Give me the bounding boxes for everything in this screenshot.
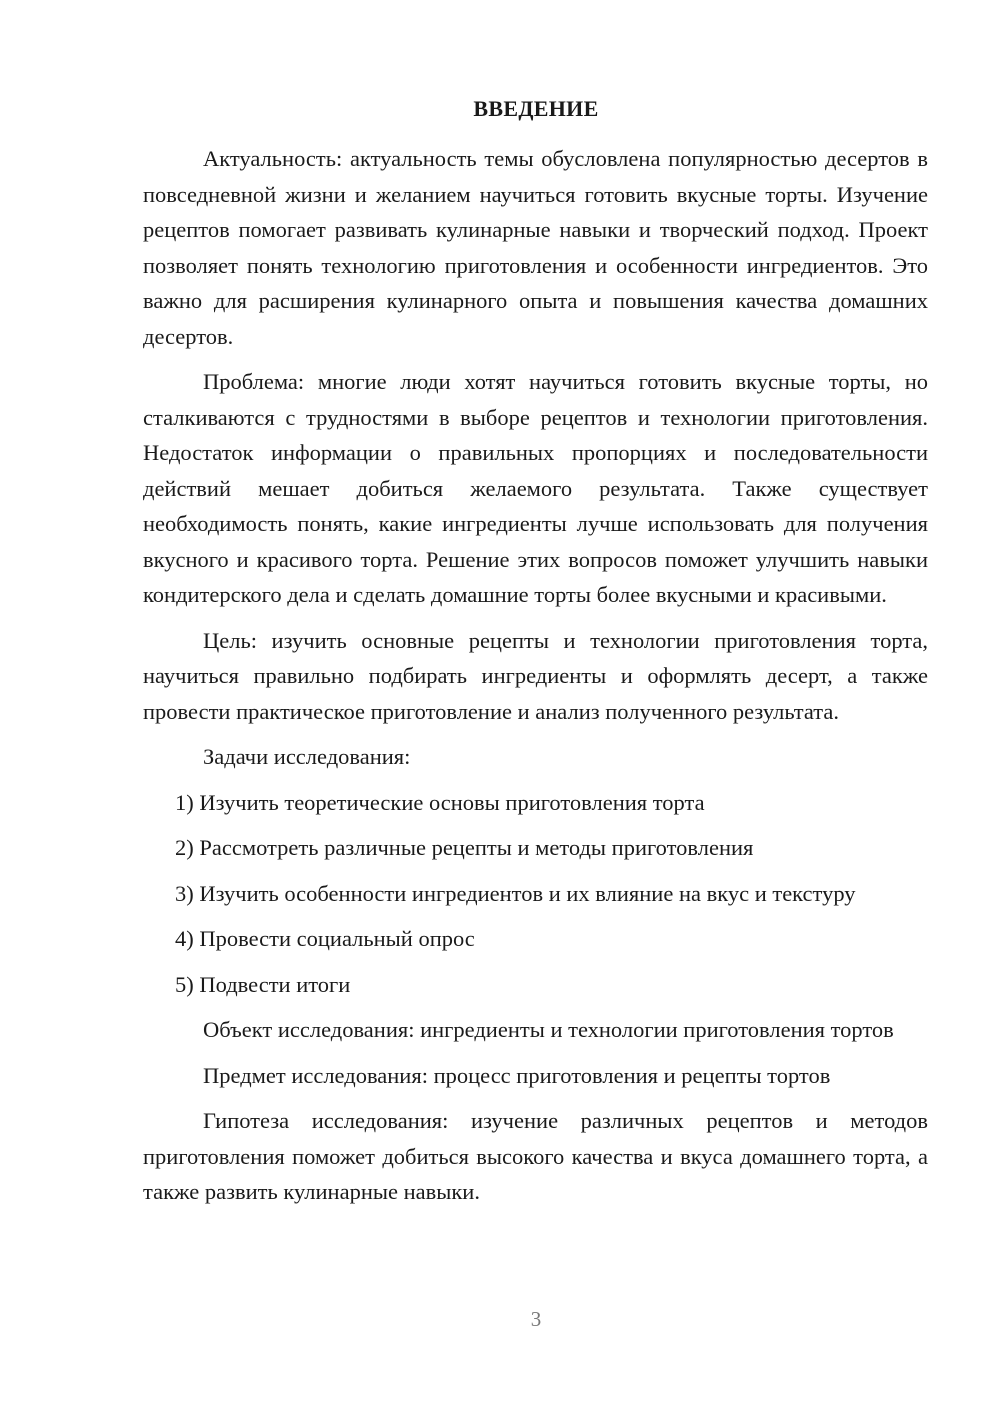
list-item: 1) Изучить теоретические основы приготовления торта: [175, 789, 705, 815]
list-item: 2) Рассмотреть различные рецепты и методы приготовления: [175, 835, 754, 860]
tasks-heading: Задачи исследования:: [203, 744, 411, 769]
list-item: 3) Изучить особенности ингредиентов и их влияние на вкус и текстуру: [175, 880, 856, 906]
paragraph-relevance: Актуальность: актуальность темы обусловлена популярностью десертов в повседневной жизни и желанием научиться готовить вкусные торты. Изучение рецептов помогает развивать кулинарные навыки и творческий подход. Проект позволяет понять технологию приготовления и особенности ингредиентов. Это важно для расширения кулинарного опыта и повышения качества домашних десертов.: [143, 146, 928, 349]
paragraph-subject: Предмет исследования: процесс приготовления и рецепты тортов: [203, 1062, 831, 1088]
paragraph-object: Объект исследования: ингредиенты и технологии приготовления тортов: [203, 1017, 894, 1042]
page-number: 3: [530, 1307, 542, 1331]
paragraph-goal: Цель: изучить основные рецепты и технологии приготовления торта, научиться правильно подбирать ингредиенты и оформлять десерт, а также провести практическое приготовление и анализ полученного результата.: [143, 627, 928, 724]
paragraph-problem: Проблема: многие люди хотят научиться готовить вкусные торты, но сталкиваются с трудностями в выборе рецептов и технологии приготовления. Недостаток информации о правильных пропорциях и последовательности действий мешает добиться желаемого результата. Также существует необходимость понять, какие ингредиенты лучше использовать для получения вкусного и красивого торта. Решение этих вопросов поможет улучшить навыки кондитерского дела и сделать домашние торты более вкусными и красивыми.: [143, 369, 928, 607]
paragraph-hypothesis: Гипотеза исследования: изучение различных рецептов и методов приготовления поможет добиться высокого качества и вкуса домашнего торта, а также развить кулинарные навыки.: [143, 1108, 928, 1204]
list-item: 5) Подвести итоги: [175, 971, 351, 997]
list-item: 4) Провести социальный опрос: [175, 926, 475, 951]
tasks-list: [143, 785, 928, 1003]
body-text: [143, 141, 928, 1210]
page-title: ВВЕДЕНИЕ: [473, 96, 599, 121]
